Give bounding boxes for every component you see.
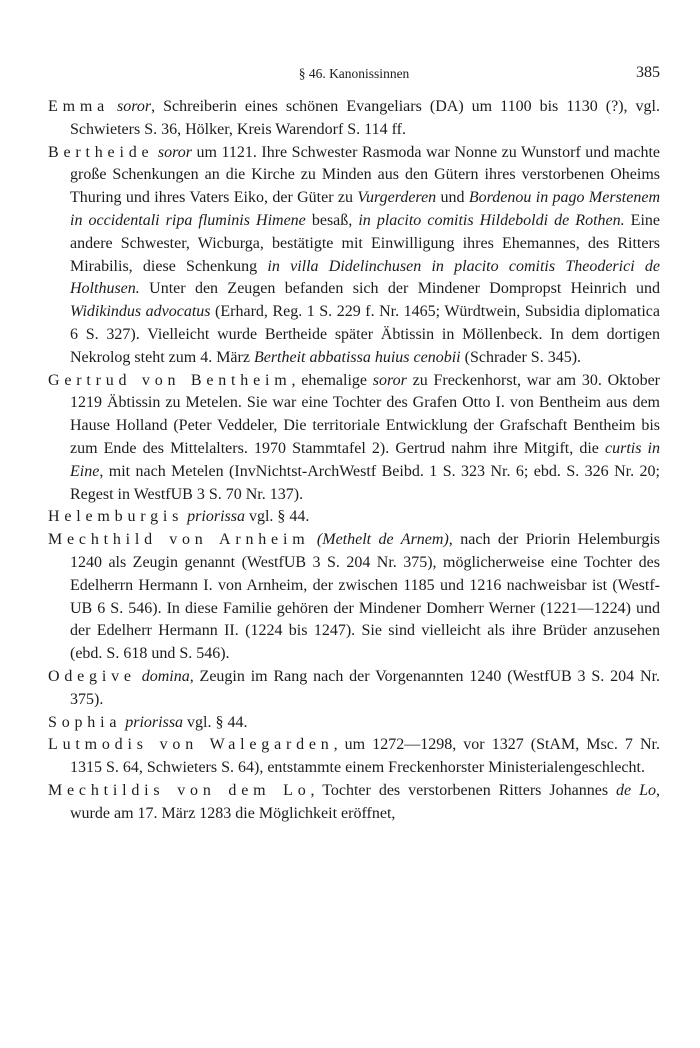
entry-italic-text: in villa Didelinchusen in placito comitis Theoderici de Holthusen. xyxy=(70,257,661,298)
entry-name: Bertheide xyxy=(48,143,154,161)
entry-text: (Erhard, Reg. 1 S. 229 f. Nr. 1465; Würdtwein, Subsidia diplomatica 6 S. 327). Vielleicht wurde Bertheide später Äbtissin in Möllenbeck. In dem dortigen Nekrolog steht zum 4. März xyxy=(70,303,660,366)
entry-italic-text: (Methelt de Arnem) xyxy=(316,531,449,549)
entry-name: Gertrud von Bentheim xyxy=(48,371,292,389)
entry-italic-text: de Lo xyxy=(616,781,657,799)
entry-italic-text: priorissa xyxy=(125,713,184,731)
entry-italic-text: soror xyxy=(157,143,193,161)
entry-text: , nach der Priorin Helemburgis 1240 als Zeugin genannt (WestfUB 3 S. 204 Nr. 375), möglicherweise eine Tochter des Edelherrn Hermann I. von Arnheim, der zwischen 1185 und 1216 nachweisbar ist (Westf-UB 6 S. 546). In diese Familie gehören der Mindener Domherr Werner (1221—1224) und der Edelherr Hermann II. (1224 bis 1247). Sie sind vielleicht als ihre Brüder anzusehen (ebd. S. 618 und S. 546). xyxy=(70,531,661,663)
entry-italic-text: curtis in Eine xyxy=(70,439,661,480)
page-number: 385 xyxy=(636,64,660,81)
entry-text: Unter den Zeugen befanden sich der Mindener Dompropst Heinrich und xyxy=(139,280,660,298)
register-entry xyxy=(48,780,660,826)
running-header xyxy=(48,64,660,86)
entry-text: , wurde am 17. März 1283 die Möglichkeit eröffnet, xyxy=(70,781,661,822)
register-entry xyxy=(48,529,660,666)
entry-text: , Schreiberin eines schönen Evangeliars (DA) um 1100 bis 1130 (?), vgl. Schwieters S. 36, Hölker, Kreis Warendorf S. 114 ff. xyxy=(70,98,661,138)
entry-name: Lutmodis von Walegarden xyxy=(48,736,334,754)
entry-name: Odegive xyxy=(48,667,136,685)
register-entry xyxy=(48,370,660,507)
entry-italic-text: Widikindus advocatus xyxy=(70,303,211,321)
entry-text: besaß, xyxy=(305,211,359,229)
entry-text: , ehemalige xyxy=(291,371,373,389)
register-entry xyxy=(48,712,660,735)
entry-text: , Zeugin im Rang nach der Vorgenannten 1240 (WestfUB 3 S. 204 Nr. 375). xyxy=(70,667,661,708)
register-entry xyxy=(48,666,660,712)
register-entries xyxy=(48,96,660,826)
entry-italic-text: priorissa xyxy=(187,508,245,526)
running-title: § 46. Kanonissinnen xyxy=(298,66,410,81)
entry-text: (Schrader S. 345). xyxy=(460,348,582,366)
entry-italic-text: soror xyxy=(117,98,152,115)
entry-name: Mechtildis von dem Lo xyxy=(48,781,311,799)
entry-text: Eine andere Schwester, Wicburga, bestätigte mit Einwilligung ihres Ehemannes, des Ritters Mirabilis, diese Schenkung xyxy=(70,211,661,275)
entry-text: und xyxy=(436,189,469,207)
entry-text xyxy=(309,531,316,548)
entry-name: Emma xyxy=(48,98,109,115)
entry-text: zu Freckenhorst, war am 30. Oktober 1219 Äbtissin zu Metelen. Sie war eine Tochter des Grafen Otto I. von Bentheim aus dem Hause Holland (Peter Veddeler, Die territoriale Entwicklung der Grafschaft Bentheim bis zum Ende des Mittelalters. 1970 Stammtafel 2). Gertrud nahm ihre Mitgift, die xyxy=(70,371,661,457)
entry-italic-text: Bordenou in pago Merstenem in occidentali ripa fluminis Himene xyxy=(70,189,660,229)
entry-text: vgl. § 44. xyxy=(244,508,310,526)
entry-text: , mit nach Metelen (InvNichtst-ArchWestf Beibd. 1 S. 323 Nr. 6; ebd. S. 326 Nr. 20; Regest in WestfUB 3 S. 70 Nr. 137). xyxy=(70,462,660,503)
entry-italic-text: domina xyxy=(141,667,190,685)
register-entry xyxy=(48,506,660,529)
register-entry xyxy=(48,734,660,780)
entry-text: , um 1272—1298, vor 1327 (StAM, Msc. 7 Nr. 1315 S. 64, Schwieters S. 64), entstammte einem Freckenhorster Ministerialengeschlecht. xyxy=(70,736,661,777)
entry-text: vgl. § 44. xyxy=(183,713,248,731)
entry-name: Helemburgis xyxy=(48,508,184,526)
entry-italic-text: Bertheit abbatissa huius cenobii xyxy=(253,348,461,366)
entry-text: , Tochter des verstorbenen Ritters Johannes xyxy=(310,781,617,799)
entry-italic-text: soror xyxy=(372,371,407,389)
entry-text: um 1121. Ihre Schwester Rasmoda war Nonne zu Wunstorf und machte große Schenkungen an die Kirche zu Minden aus den Gütern ihres verstorbenen Oheims Thuring und ihres Vaters Eiko, der Güter zu xyxy=(70,143,660,207)
entry-italic-text: in placito comitis Hildeboldi de Rothen. xyxy=(358,211,625,229)
entry-name: Sophia xyxy=(48,713,122,731)
entry-text xyxy=(109,98,117,115)
entry-italic-text: Vurgerderen xyxy=(357,189,437,207)
entry-name: Mechthild von Arnheim xyxy=(48,531,310,549)
register-entry xyxy=(48,96,660,142)
register-entry xyxy=(48,142,660,370)
